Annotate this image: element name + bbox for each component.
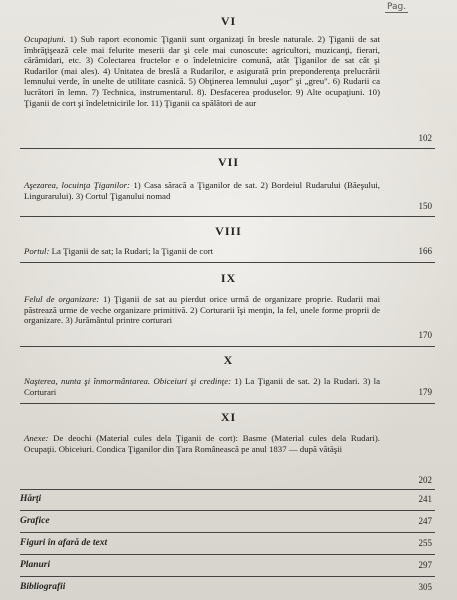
section-divider: [20, 576, 435, 577]
entry-body: De deochi (Material cules dela Ţiganii de cort): Basme (Material cules dela Rudari). Ocupaţii. Obiceiuri. Condica Ţiganilor din Ţara Românească pe anul 1837 — după vătăşii: [24, 433, 380, 454]
section-divider: [20, 346, 435, 347]
toc-entry-harti: [20, 494, 432, 506]
entry-label: Planuri: [20, 560, 51, 570]
entry-page-number: 247: [418, 516, 432, 526]
entry-label: Naşterea, nunta şi înmormântarea. Obiceiuri şi credinţe:: [24, 376, 232, 386]
entry-body: 1) Sub raport economic Ţiganii sunt organizaţi în bresle naturale. 2) Ţiganii de sat îmbrăţişează cele mai felurite meserii dar şi cele mai cunoscute: agricultori, muzicanţi, fierari, cărămidari, etc. 3) Colectarea fructelor e o îndeletnicire comună, atât Ţiganilor de sat cât şi Rudarilor (mai ales). 4) Unitatea de breslă a Rudarilor, e asigurată prin preponderenţa prelucrării lemnului verde, în unelte de utilitate casnică. 5) Obţinerea lemnului „uşor" şi „greu". 6) Rudarii ca lucrători în lemn. 7) Technica, instrumentarul. 8). Desfacerea produselor. 9) Alte ocupaţiuni. 10) Ţiganii de cort şi îndeletnicirile lor. 11) Ţiganii ca spălători de aur: [24, 34, 380, 108]
section-number-x: X: [223, 353, 234, 367]
toc-entry-xi: [24, 433, 380, 454]
section-number-vi: VI: [220, 14, 237, 28]
page-column-header: Pag.: [387, 2, 407, 12]
entry-page-number: 305: [418, 582, 432, 592]
toc-entry-figuri: [20, 538, 432, 550]
entry-label: Aşezarea, locuinţa Ţiganilor:: [24, 180, 130, 190]
toc-entry-bibliografii: [20, 582, 432, 594]
entry-body: 1) La Ţiganii de sat. 2) la Rudari. 3) la Corturari: [24, 376, 380, 397]
entry-body: 1) Ţiganii de sat au pierdut orice urmă de organizare proprie. Rudarii mai păstrează urme de veche organizare primitivă. 2) Corturarii îşi menţin, la fel, unele forme proprii de organizare. 3) Jurământul printre corturari: [24, 294, 381, 326]
toc-entry-vi: [24, 34, 380, 108]
section-divider: [20, 554, 435, 555]
entry-label: Felul de organizare:: [24, 294, 100, 304]
section-divider: [20, 510, 435, 511]
section-divider: [20, 148, 435, 149]
entry-page-number: 241: [418, 494, 432, 504]
entry-page-number: 297: [418, 560, 432, 570]
entry-label: Bibliografii: [20, 582, 66, 592]
entry-label: Portul:: [24, 246, 50, 256]
toc-entry-ix: [24, 294, 380, 326]
entry-label: Ocupaţiuni.: [24, 34, 66, 44]
entry-label: Figuri în afară de text: [20, 538, 108, 548]
toc-entry-x: [24, 376, 380, 397]
entry-label: Hărţi: [20, 494, 42, 504]
entry-body: La Ţiganii de sat; la Rudari; la Ţiganii de cort: [49, 246, 214, 256]
entry-page-number: 102: [418, 133, 432, 143]
toc-entry-grafice: [20, 516, 432, 528]
section-number-ix: IX: [220, 271, 237, 285]
entry-page-number: 166: [418, 246, 432, 256]
entry-label: Anexe:: [24, 433, 49, 443]
section-number-vii: VII: [217, 155, 239, 169]
section-divider: [20, 403, 435, 404]
entry-body: 1) Casa săracă a Ţiganilor de sat. 2) Bordeiul Rudarului (Băeşului, Lingurarului). 3) Cortul Ţiganului nomad: [24, 180, 380, 201]
entry-page-number: 255: [418, 538, 432, 548]
section-divider: [20, 216, 435, 217]
toc-entry-viii: [24, 246, 380, 257]
entry-label: Grafice: [20, 516, 50, 526]
entry-page-number: 150: [418, 201, 432, 211]
section-divider: [20, 262, 435, 263]
toc-entry-planuri: [20, 560, 432, 572]
section-number-xi: XI: [220, 410, 237, 424]
entry-page-number: 202: [418, 475, 432, 485]
toc-entry-vii: [24, 180, 380, 201]
section-number-viii: VIII: [215, 224, 242, 238]
entry-page-number: 179: [418, 387, 432, 397]
entry-page-number: 170: [418, 330, 432, 340]
section-divider: [20, 532, 435, 533]
section-divider: [20, 489, 435, 490]
